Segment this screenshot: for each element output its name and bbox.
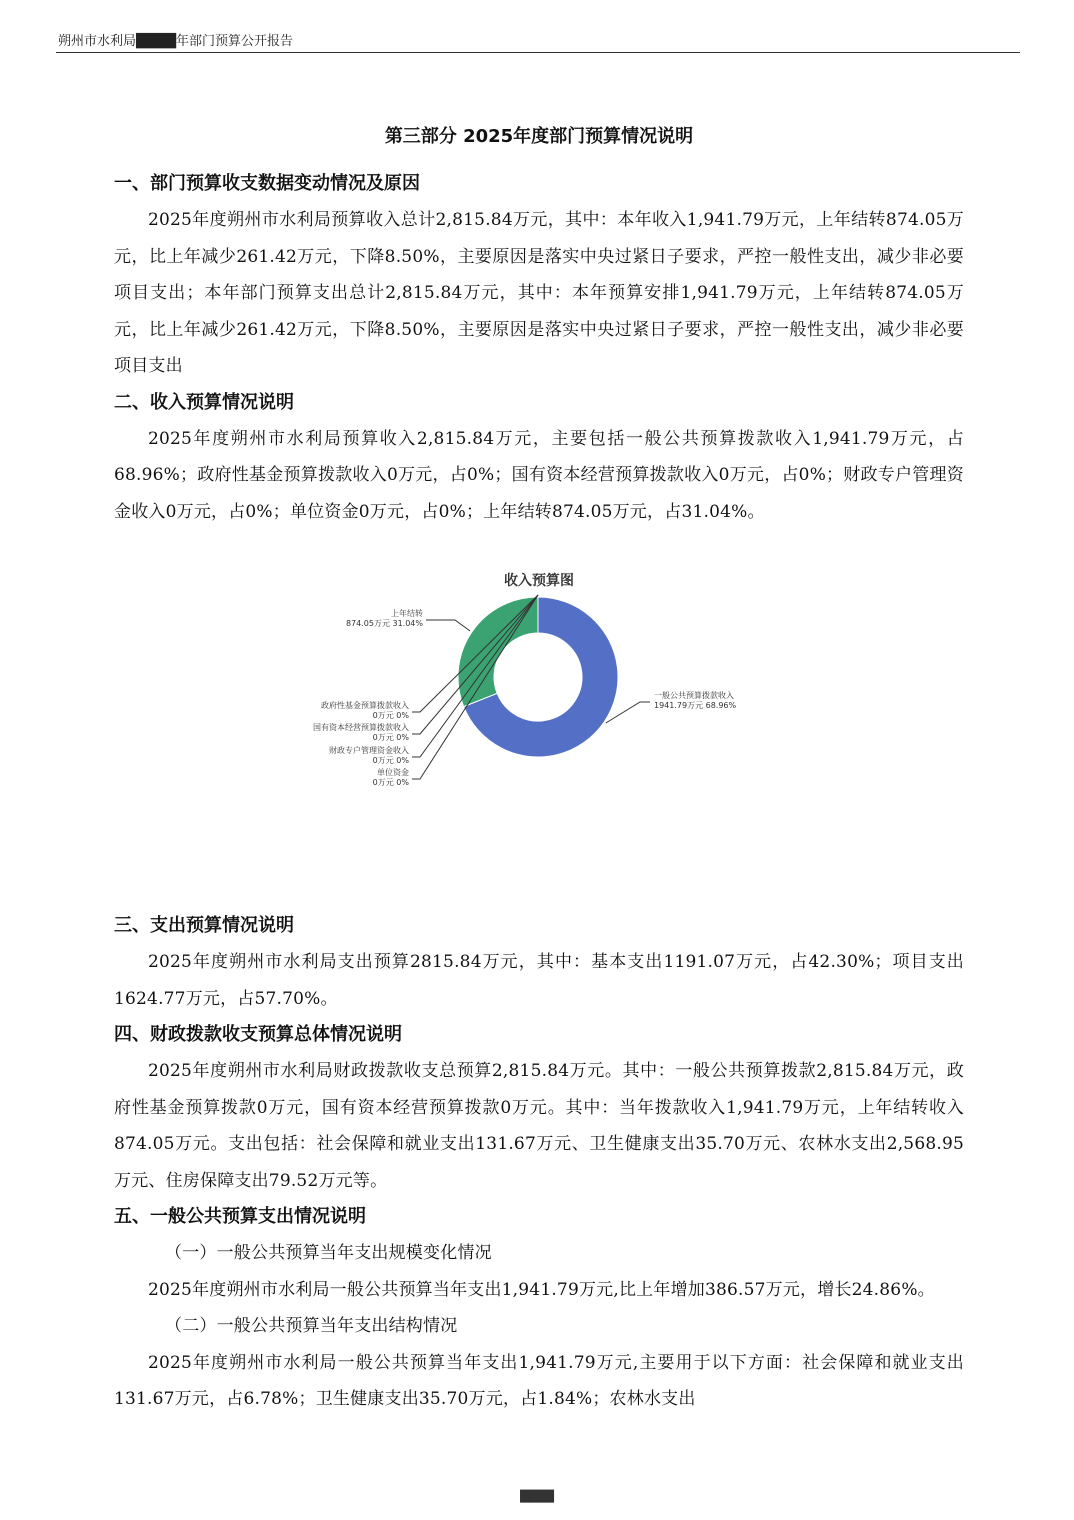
slice-label-name-2: 政府性基金预算拨款收入: [321, 701, 409, 710]
subsection-heading-2: （二）一般公共预算当年支出结构情况: [165, 1316, 458, 1336]
slice-label-name-4: 财政专户管理资金收入: [329, 746, 409, 755]
section-heading-5: 五、一般公共预算支出情况说明: [114, 1206, 366, 1227]
income-budget-chart: [114, 536, 964, 908]
subsection-1-paragraph: 2025年度朔州市水利局一般公共预算当年支出1,941.79万元,比上年增加386.57万元，增长24.86%。: [148, 1279, 935, 1300]
slice-label-name-1: 上年结转: [391, 609, 423, 618]
leader-line-1: [426, 620, 470, 631]
slice-label-value-5: 0万元 0%: [372, 778, 409, 787]
section-heading-4: 四、财政拨款收支预算总体情况说明: [114, 1024, 402, 1045]
slice-label-value-1: 874.05万元 31.04%: [345, 619, 423, 628]
section-heading-3: 三、支出预算情况说明: [114, 915, 294, 936]
subsection-heading-1: （一）一般公共预算当年支出规模变化情况: [165, 1243, 492, 1263]
section-1-paragraph: 2025年度朔州市水利局预算收入总计2,815.84万元，其中：本年收入1,941.79万元，上年结转874.05万元，比上年减少261.42万元，下降8.50%，主要原因是落实中央过紧日子要求，严控一般性支出，减少非必要项目支出；本年部门预算支出总计2,815.84万元，其中：本年预算安排1,941.79万元，上年结转874.05万元，比上年减少261.42万元，下降8.50%，主要原因是落实中央过紧日子要求，严控一般性支出，减少非必要项目支出: [114, 210, 964, 376]
section-heading-1: 一、部门预算收支数据变动情况及原因: [114, 173, 420, 194]
slice-label-value-2: 0万元 0%: [372, 711, 409, 720]
slice-label-value-4: 0万元 0%: [372, 756, 409, 765]
section-3-paragraph: 2025年度朔州市水利局支出预算2815.84万元，其中：基本支出1191.07万元，占42.30%；项目支出1624.77万元，占57.70%。: [114, 952, 964, 1009]
slice-label-value-3: 0万元 0%: [372, 733, 409, 742]
header-divider: [56, 52, 1020, 53]
section-2-paragraph: 2025年度朔州市水利局预算收入2,815.84万元，主要包括一般公共预算拨款收入1,941.79万元，占68.96%；政府性基金预算拨款收入0万元，占0%；国有资本经营预算拨款收入0万元，占0%；财政专户管理资金收入0万元，占0%；单位资金0万元，占0%；上年结转874.05万元，占31.04%。: [114, 428, 964, 522]
section-heading-2: 二、收入预算情况说明: [114, 391, 294, 413]
report-header: 朔州市水利局████年部门预算公开报告: [58, 34, 293, 49]
page-number: ████: [520, 1490, 554, 1503]
section-4-paragraph: 2025年度朔州市水利局财政拨款收支总预算2,815.84万元。其中：一般公共预算拨款2,815.84万元，政府性基金预算拨款0万元，国有资本经营预算拨款0万元。其中：当年拨款收入1,941.79万元，上年结转收入874.05万元。支出包括：社会保障和就业支出131.67万元、卫生健康支出35.70万元、农林水支出2,568.95万元、住房保障支出79.52万元等。: [114, 1061, 964, 1191]
slice-label-value-0: 1941.79万元 68.96%: [654, 701, 737, 710]
slice-label-name-0: 一般公共预算拨款收入: [654, 691, 734, 700]
donut-chart: [0, 536, 1074, 908]
slice-label-name-3: 国有资本经营预算拨款收入: [313, 723, 409, 732]
part-title: 第三部分 2025年度部门预算情况说明: [384, 126, 694, 147]
chart-title: 收入预算图: [504, 573, 574, 589]
document-body: [114, 122, 964, 1418]
slice-label-name-5: 单位资金: [377, 768, 409, 777]
subsection-2-paragraph: 2025年度朔州市水利局一般公共预算当年支出1,941.79万元,主要用于以下方面：社会保障和就业支出131.67万元，占6.78%；卫生健康支出35.70万元，占1.84%；农林水支出: [114, 1352, 964, 1409]
